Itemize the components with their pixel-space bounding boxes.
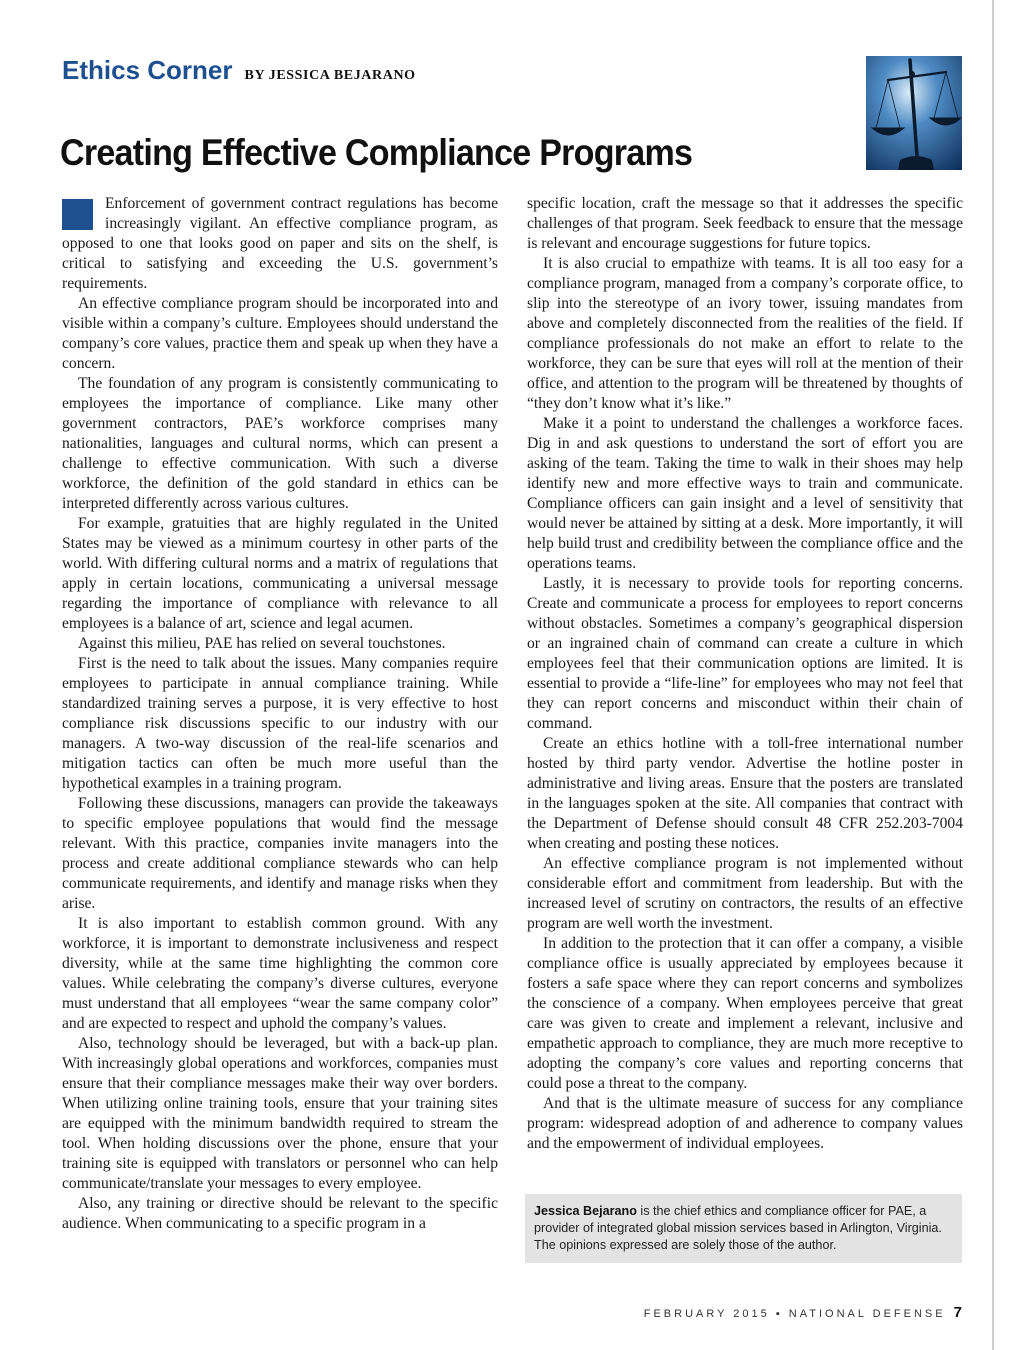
paragraph: Lastly, it is necessary to provide tools for reporting concerns. Create and communicate a process for employees to report concerns without obstacles. Sometimes a company’s geographical dispersion or an ingrained chain of command can create a culture in which employees feel that their communication options are limited. It is essential to provide a “life-line” for employees who may not feel that they can report concerns and misconduct within their chain of command. bbox=[527, 575, 963, 732]
article-column-left bbox=[62, 194, 498, 1234]
author-bio-text: is the chief ethics and compliance officer for PAE, a provider of integrated global mission services based in Arlington, Virginia. The opinions expressed are solely those of the author. bbox=[534, 1204, 942, 1252]
paragraph: An effective compliance program should be incorporated into and visible within a company’s culture. Employees should understand the company’s core values, practice them and speak up when they have a concern. bbox=[62, 295, 498, 372]
footer-separator: ▪ bbox=[775, 1308, 783, 1320]
article-column-right bbox=[527, 194, 963, 1154]
page-footer bbox=[644, 1304, 962, 1321]
paragraph: Create an ethics hotline with a toll-free international number hosted by third party vendor. Advertise the hotline poster in administrative and living areas. Ensure that the posters are translated in the languages spoken at the site. All companies that contract with the Department of Defense should consult 48 CFR 252.203-7004 when creating and posting these notices. bbox=[527, 735, 963, 852]
paragraph: It is also crucial to empathize with teams. It is all too easy for a compliance program, managed from a company’s corporate office, to slip into the stereotype of an ivory tower, issuing mandates from above and completely disconnected from the realities of the field. If compliance professionals do not make an effort to relate to the workforce, they can be sure that eyes will roll at the mention of their office, and attention to the program will be threatened by thoughts of “they don’t know what it’s like.” bbox=[527, 255, 963, 412]
page-edge-rule bbox=[992, 0, 994, 1350]
paragraph: Enforcement of government contract regulations has become increasingly vigilant. An effective compliance program, as opposed to one that looks good on paper and sits on the shelf, is critical to satisfying and exceeding the U.S. government’s requirements. bbox=[62, 195, 498, 292]
paragraph: Following these discussions, managers can provide the takeaways to specific employee populations that would find the message relevant. With this practice, companies invite managers into the process and create additional compliance stewards who can help communicate requirements, and identify and manage risks when they arise. bbox=[62, 795, 498, 912]
paragraph: Also, technology should be leveraged, but with a back-up plan. With increasingly global operations and workforces, companies must ensure that their compliance messages make their way over borders. When utilizing online training tools, ensure that your training sites are equipped with the minimum bandwidth required to stream the tool. When holding discussions over the phone, ensure that your training site is equipped with translators or personnel who can help communicate/translate your messages to every employee. bbox=[62, 1035, 498, 1192]
publication-name: NATIONAL DEFENSE bbox=[788, 1308, 946, 1320]
paragraph: The foundation of any program is consistently communicating to employees the importance of compliance. Like many other government contractors, PAE’s workforce comprises many nationalities, languages and cultural norms, which can present a challenge to effective communication. With such a diverse workforce, the definition of the gold standard in ethics can be interpreted differently across various cultures. bbox=[62, 375, 498, 512]
paragraph: For example, gratuities that are highly regulated in the United States may be viewed as a minimum courtesy in other parts of the world. With differing cultural norms and a matrix of regulations that apply in certain locations, communicating a universal message regarding the importance of compliance with relevance to all employees is a balance of art, science and legal acumen. bbox=[62, 515, 498, 632]
article-title: Creating Effective Compliance Programs bbox=[60, 132, 693, 173]
paragraph: Against this milieu, PAE has relied on several touchstones. bbox=[78, 635, 446, 652]
column-kicker bbox=[62, 55, 416, 86]
paragraph: First is the need to talk about the issues. Many companies require employees to participate in annual compliance training. While standardized training serves a purpose, it is very effective to host compliance risk discussions specific to our industry with our managers. A two-way discussion of the real-life scenarios and mitigation tactics can often be much more useful than the hypothetical examples in a training program. bbox=[62, 655, 498, 792]
paragraph: Make it a point to understand the challenges a workforce faces. Dig in and ask questions to understand the sort of effort you are asking of the team. Taking the time to walk in their shoes may help identify new and more effective ways to train and communicate. Compliance officers can gain insight and a level of sensitivity that would never be attained by sitting at a desk. More importantly, it will help build trust and credibility between the compliance office and the operations teams. bbox=[527, 415, 963, 572]
byline: BY JESSICA BEJARANO bbox=[244, 68, 416, 83]
column-name: Ethics Corner bbox=[62, 55, 233, 85]
page-number: 7 bbox=[953, 1304, 962, 1321]
scales-of-justice-icon bbox=[866, 56, 962, 170]
author-bio-box bbox=[525, 1194, 962, 1263]
paragraph: It is also important to establish common ground. With any workforce, it is important to demonstrate inclusiveness and respect diversity, while at the same time highlighting the common core values. While celebrating the company’s diverse cultures, everyone must understand that all employees “wear the same company color” and are expected to respect and uphold the company’s values. bbox=[62, 915, 498, 1032]
paragraph: An effective compliance program is not implemented without considerable effort and commitment from leadership. But with the increased level of scrutiny on contractors, the results of an effective program are well worth the investment. bbox=[527, 855, 963, 932]
paragraph: specific location, craft the message so that it addresses the specific challenges of that program. Seek feedback to ensure that the message is relevant and encourage suggestions for future topics. bbox=[527, 195, 963, 252]
paragraph: In addition to the protection that it can offer a company, a visible compliance office is usually appreciated by employees because it fosters a safe space where they can report concerns and symbolizes the conscience of a company. When employees perceive that great care was given to create and implement a relevant, inclusive and empathetic approach to compliance, they are much more receptive to adopting the company’s core values and reporting concerns that could pose a threat to the company. bbox=[527, 935, 963, 1092]
paragraph: And that is the ultimate measure of success for any compliance program: widespread adoption of and adherence to company values and the empowerment of individual employees. bbox=[527, 1095, 963, 1152]
drop-square bbox=[62, 199, 93, 230]
author-name: Jessica Bejarano bbox=[534, 1204, 637, 1218]
issue-date: FEBRUARY 2015 bbox=[643, 1308, 770, 1320]
paragraph: Also, any training or directive should be relevant to the specific audience. When communicating to a specific program in a bbox=[62, 1195, 498, 1232]
